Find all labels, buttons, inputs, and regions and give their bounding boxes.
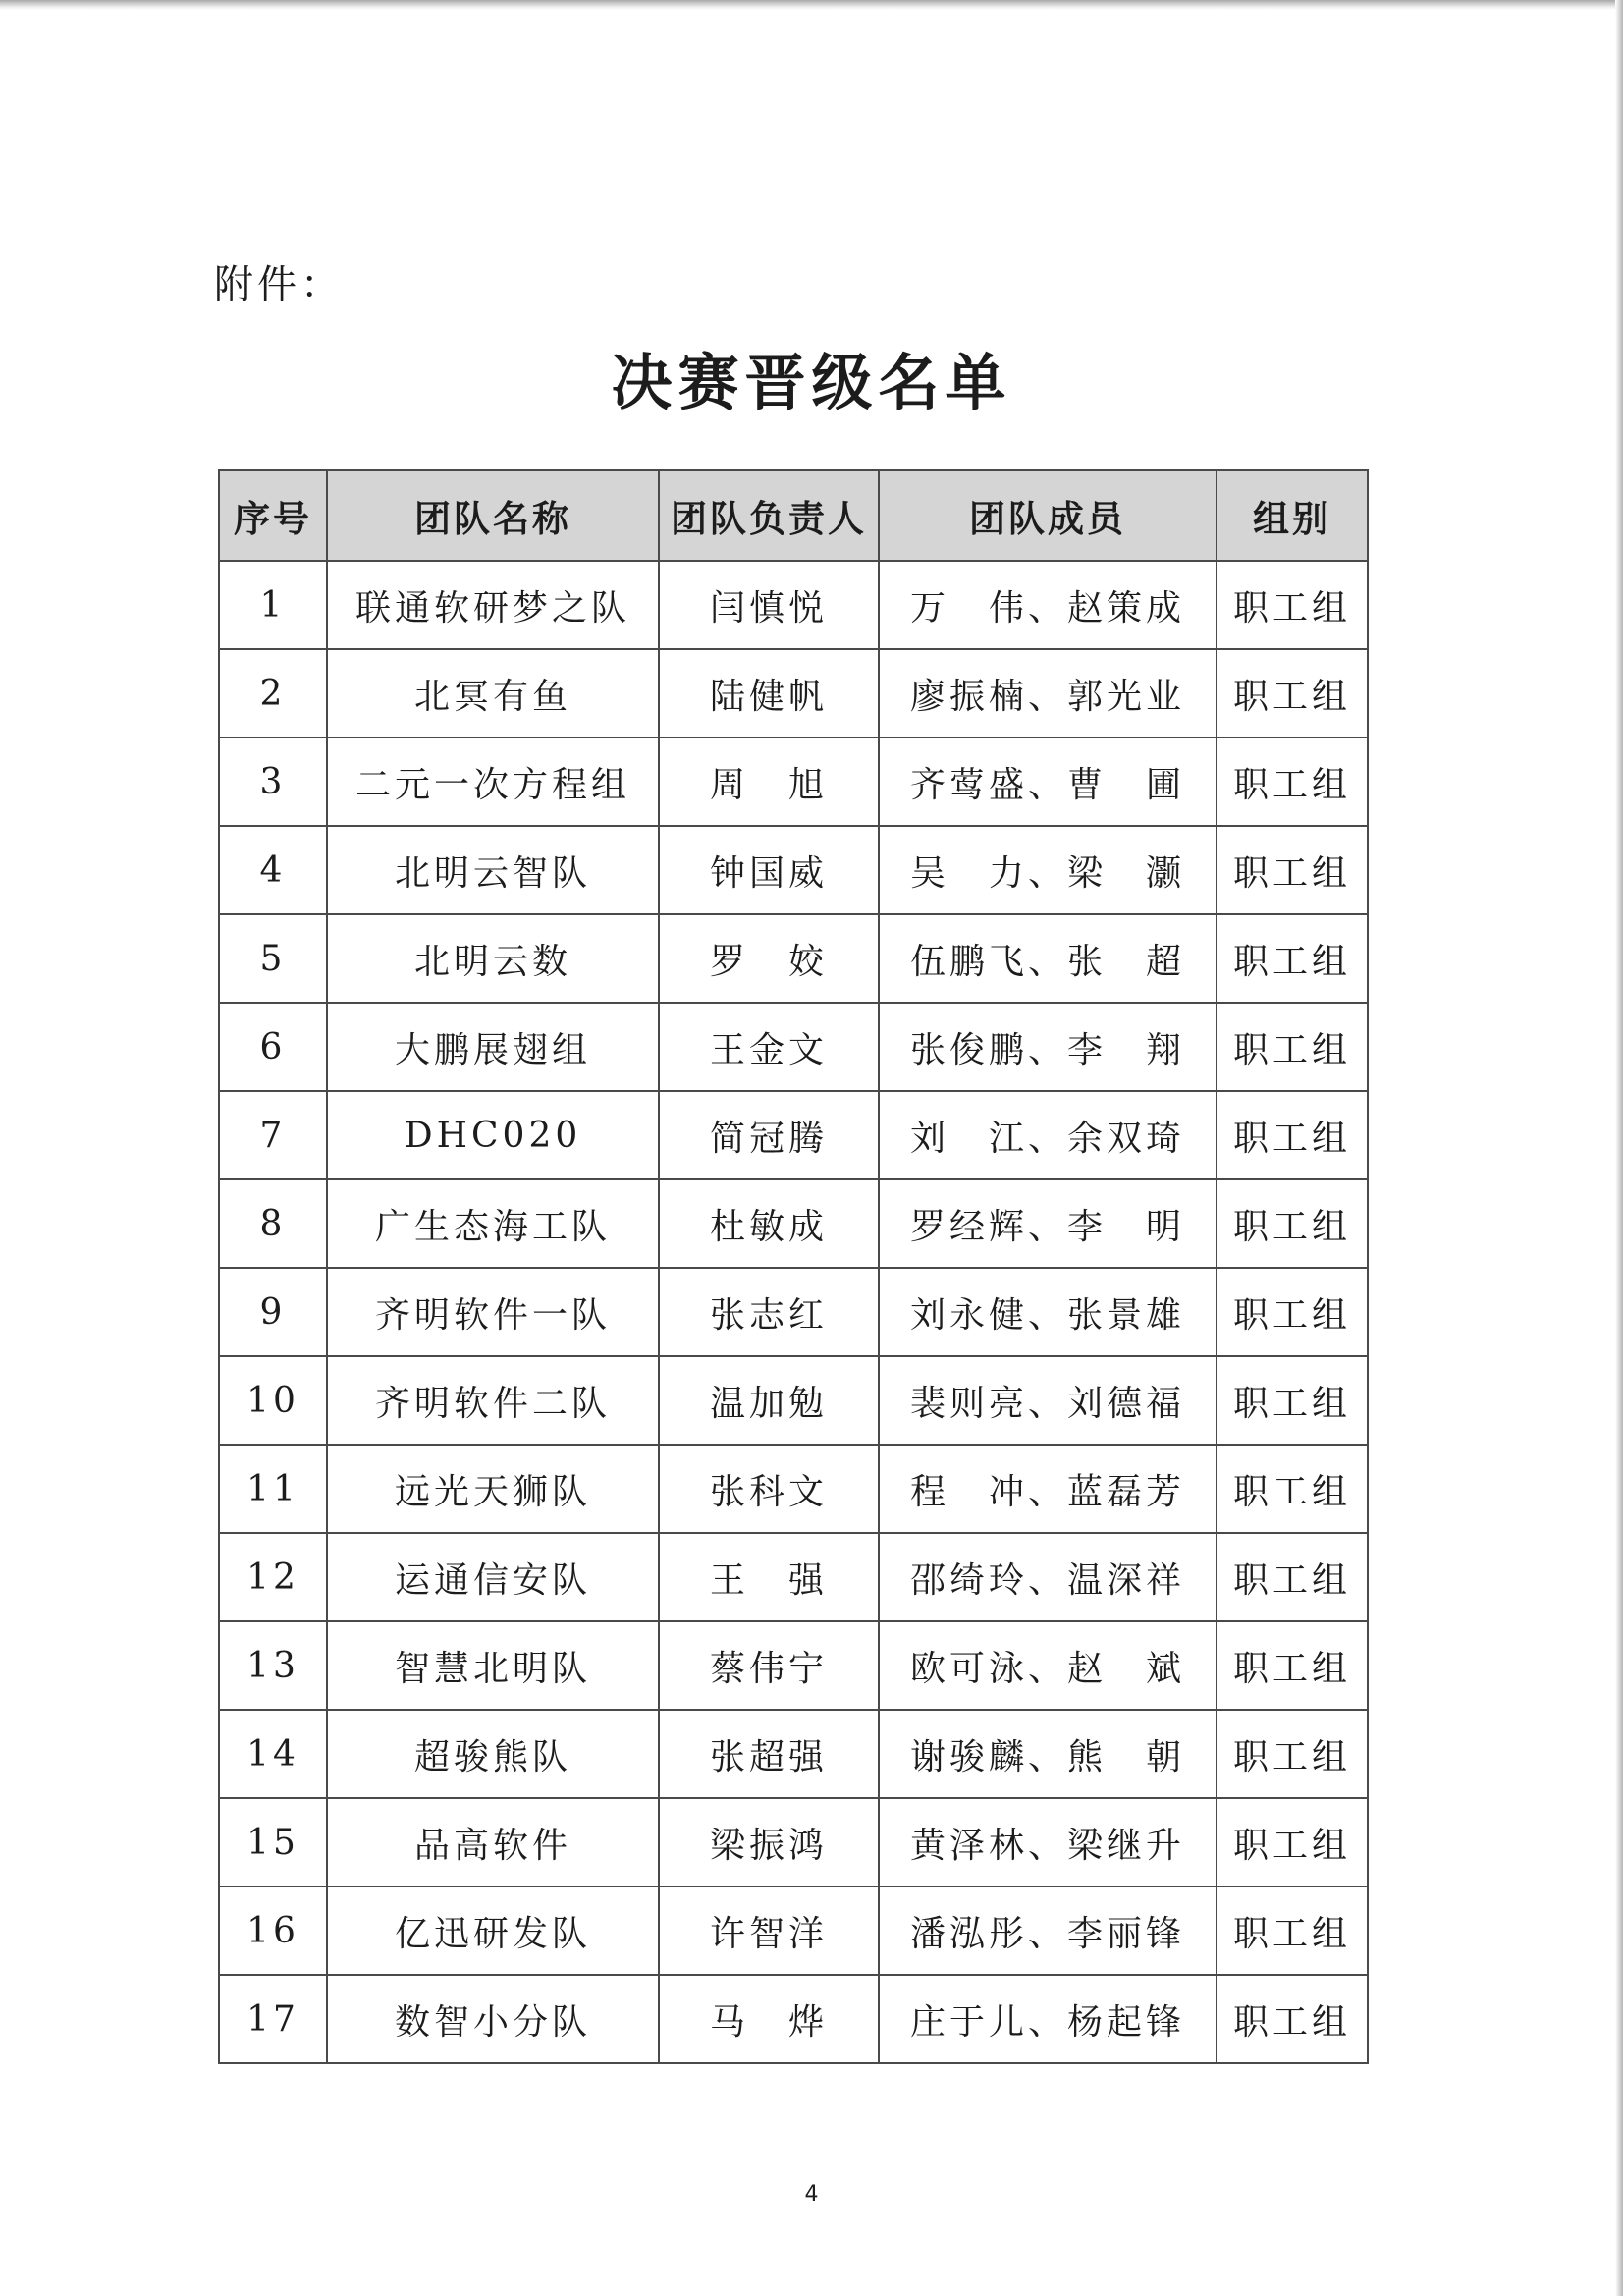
cell-group: 职工组 [1217, 1533, 1368, 1621]
cell-group: 职工组 [1217, 738, 1368, 826]
attachment-label: 附件： [214, 262, 344, 307]
cell-team-name: 齐明软件二队 [327, 1356, 659, 1445]
header-team-members: 团队成员 [879, 470, 1217, 561]
cell-index: 9 [219, 1268, 327, 1356]
cell-team-members: 伍鹏飞、张 超 [879, 914, 1217, 1003]
table-row [219, 649, 1368, 738]
cell-team-name: DHC020 [327, 1091, 659, 1179]
cell-team-leader: 王金文 [659, 1003, 879, 1091]
cell-index: 14 [219, 1710, 327, 1798]
cell-team-members: 齐莺盛、曹 圃 [879, 738, 1217, 826]
cell-index: 7 [219, 1091, 327, 1179]
cell-team-name: 北明云数 [327, 914, 659, 1003]
cell-team-members: 谢骏麟、熊 朝 [879, 1710, 1217, 1798]
cell-group: 职工组 [1217, 1975, 1368, 2063]
cell-group: 职工组 [1217, 1356, 1368, 1445]
table-row [219, 1710, 1368, 1798]
cell-team-members: 张俊鹏、李 翔 [879, 1003, 1217, 1091]
cell-team-leader: 简冠腾 [659, 1091, 879, 1179]
cell-team-name: 智慧北明队 [327, 1621, 659, 1710]
cell-team-name: 广生态海工队 [327, 1179, 659, 1268]
cell-team-leader: 闫慎悦 [659, 561, 879, 649]
cell-team-name: 品高软件 [327, 1798, 659, 1886]
cell-index: 15 [219, 1798, 327, 1886]
cell-index: 8 [219, 1179, 327, 1268]
cell-group: 职工组 [1217, 1091, 1368, 1179]
cell-team-leader: 周 旭 [659, 738, 879, 826]
cell-index: 5 [219, 914, 327, 1003]
cell-index: 10 [219, 1356, 327, 1445]
table-body [219, 561, 1368, 2063]
cell-group: 职工组 [1217, 1268, 1368, 1356]
cell-index: 4 [219, 826, 327, 914]
cell-team-name: 北冥有鱼 [327, 649, 659, 738]
cell-team-leader: 张志红 [659, 1268, 879, 1356]
cell-index: 1 [219, 561, 327, 649]
table-row [219, 1533, 1368, 1621]
header-index: 序号 [219, 470, 327, 561]
cell-index: 3 [219, 738, 327, 826]
cell-team-leader: 蔡伟宁 [659, 1621, 879, 1710]
cell-group: 职工组 [1217, 1179, 1368, 1268]
cell-index: 16 [219, 1886, 327, 1975]
cell-group: 职工组 [1217, 914, 1368, 1003]
cell-index: 11 [219, 1445, 327, 1533]
cell-group: 职工组 [1217, 1003, 1368, 1091]
finalists-table [218, 469, 1369, 2064]
cell-team-members: 刘永健、张景雄 [879, 1268, 1217, 1356]
cell-team-members: 裴则亮、刘德福 [879, 1356, 1217, 1445]
table-row [219, 1179, 1368, 1268]
scan-edge-top [0, 0, 1623, 10]
table-row [219, 1091, 1368, 1179]
cell-team-leader: 罗 姣 [659, 914, 879, 1003]
cell-team-name: 亿迅研发队 [327, 1886, 659, 1975]
cell-index: 6 [219, 1003, 327, 1091]
cell-team-leader: 马 烨 [659, 1975, 879, 2063]
cell-team-name: 二元一次方程组 [327, 738, 659, 826]
table-row [219, 1445, 1368, 1533]
cell-team-leader: 许智洋 [659, 1886, 879, 1975]
cell-team-members: 吴 力、梁 灏 [879, 826, 1217, 914]
cell-team-leader: 张超强 [659, 1710, 879, 1798]
cell-team-leader: 陆健帆 [659, 649, 879, 738]
cell-team-leader: 王 强 [659, 1533, 879, 1621]
cell-team-name: 远光天狮队 [327, 1445, 659, 1533]
document-title: 决赛晋级名单 [611, 347, 1012, 418]
cell-group: 职工组 [1217, 649, 1368, 738]
header-row [219, 470, 1368, 561]
cell-team-members: 罗经辉、李 明 [879, 1179, 1217, 1268]
cell-team-leader: 张科文 [659, 1445, 879, 1533]
cell-group: 职工组 [1217, 1886, 1368, 1975]
cell-team-members: 庄于儿、杨起锋 [879, 1975, 1217, 2063]
table-row [219, 1268, 1368, 1356]
table-row [219, 1356, 1368, 1445]
cell-team-name: 运通信安队 [327, 1533, 659, 1621]
cell-team-members: 潘泓彤、李丽锋 [879, 1886, 1217, 1975]
header-team-leader: 团队负责人 [659, 470, 879, 561]
header-group: 组别 [1217, 470, 1368, 561]
cell-team-members: 欧可泳、赵 斌 [879, 1621, 1217, 1710]
table-row [219, 914, 1368, 1003]
cell-group: 职工组 [1217, 561, 1368, 649]
table-row [219, 1621, 1368, 1710]
page-number: 4 [804, 2182, 819, 2207]
table-row [219, 1003, 1368, 1091]
cell-team-name: 超骏熊队 [327, 1710, 659, 1798]
table-row [219, 561, 1368, 649]
cell-group: 职工组 [1217, 1798, 1368, 1886]
cell-team-leader: 杜敏成 [659, 1179, 879, 1268]
table-row [219, 826, 1368, 914]
cell-team-members: 刘 江、余双琦 [879, 1091, 1217, 1179]
cell-team-members: 程 冲、蓝磊芳 [879, 1445, 1217, 1533]
cell-team-leader: 温加勉 [659, 1356, 879, 1445]
cell-group: 职工组 [1217, 1445, 1368, 1533]
header-team-name: 团队名称 [327, 470, 659, 561]
cell-index: 13 [219, 1621, 327, 1710]
cell-team-leader: 钟国威 [659, 826, 879, 914]
table-row [219, 1886, 1368, 1975]
cell-team-name: 北明云智队 [327, 826, 659, 914]
cell-team-name: 数智小分队 [327, 1975, 659, 2063]
cell-team-members: 万 伟、赵策成 [879, 561, 1217, 649]
table-header [219, 470, 1368, 561]
cell-team-name: 齐明软件一队 [327, 1268, 659, 1356]
cell-index: 17 [219, 1975, 327, 2063]
cell-team-name: 大鹏展翅组 [327, 1003, 659, 1091]
cell-team-members: 邵绮玲、温深祥 [879, 1533, 1217, 1621]
cell-group: 职工组 [1217, 826, 1368, 914]
table-row [219, 738, 1368, 826]
cell-team-members: 廖振楠、郭光业 [879, 649, 1217, 738]
cell-team-members: 黄泽林、梁继升 [879, 1798, 1217, 1886]
cell-team-name: 联通软研梦之队 [327, 561, 659, 649]
table-row [219, 1798, 1368, 1886]
cell-group: 职工组 [1217, 1621, 1368, 1710]
cell-group: 职工组 [1217, 1710, 1368, 1798]
cell-index: 12 [219, 1533, 327, 1621]
cell-team-leader: 梁振鸿 [659, 1798, 879, 1886]
table-row [219, 1975, 1368, 2063]
cell-index: 2 [219, 649, 327, 738]
